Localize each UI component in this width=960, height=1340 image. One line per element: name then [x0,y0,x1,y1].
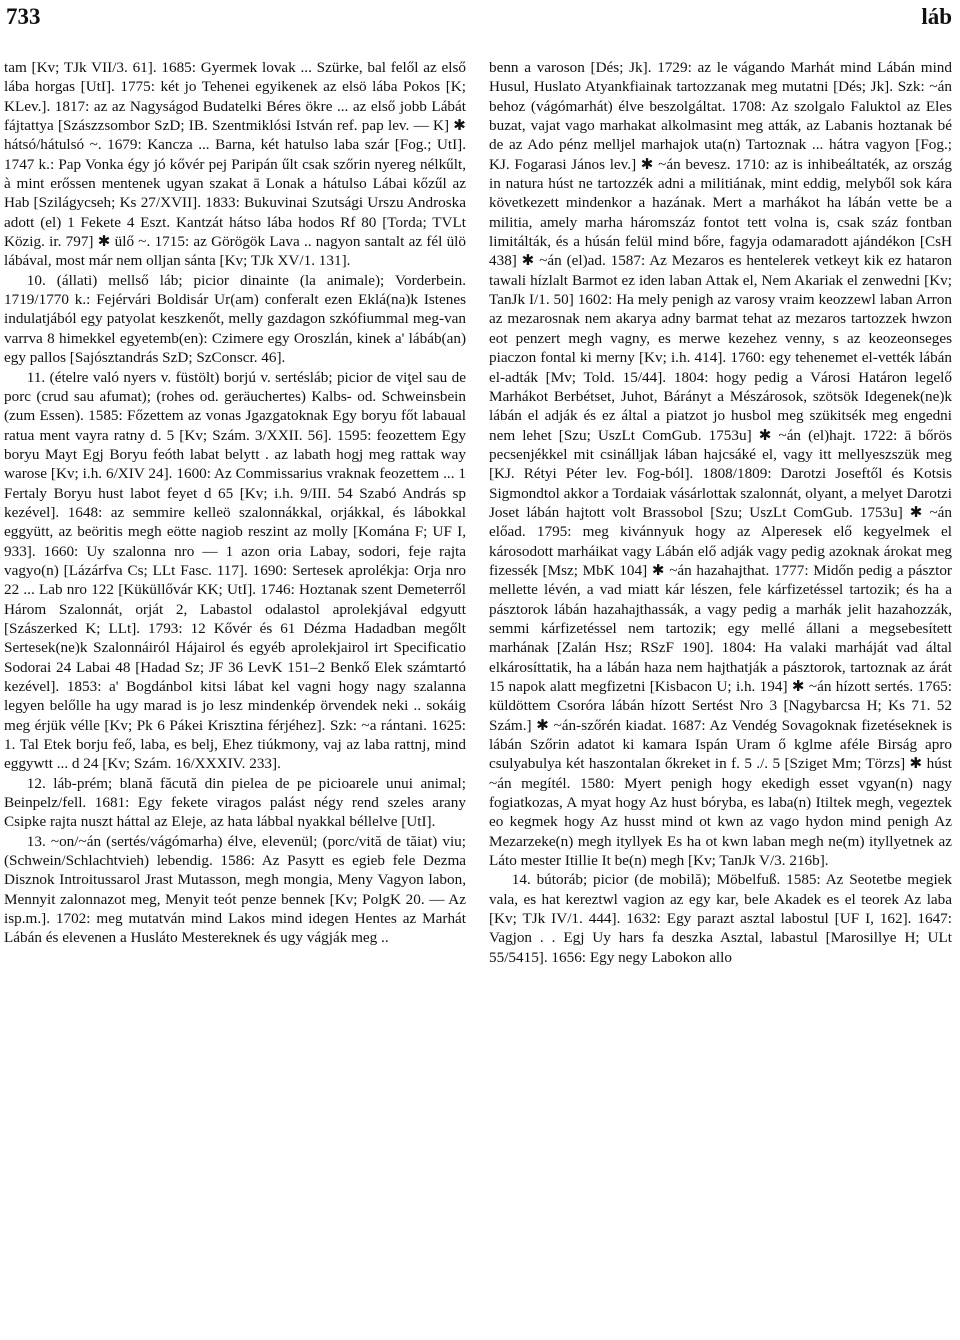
entry-sense-10: 10. (állati) mellső láb; picior dinainte (la animale); Vorderbein. 1719/1770 k.: Fejérvári Boldisár Ur(am) conferalt ezen Eklá(na)k Istenes indulatjából egy patyolat keszkenőt, melly gazdagon szkófiummal meg-van varrva 8 himekkel egyetemb(en): Czimere egy Oroszlán, kinek a' lábáb(an) egy pallos [Sajósztandrás SzD; SzConscr. 46]. [4,271,466,367]
entry-sense-14: 14. bútoráb; picior (de mobilă); Möbelfuß. 1585: Az Seotetbe megiek vala, es hat kereztwl vagion az egy kar, bele Akadek es el teorek Az laba [Kv; TJk IV/1. 444]. 1632: Egy parazt asztal labostul [UF I, 162]. 1647: Vagjon . . Egj Uy hars fa deszka Asztal, labastul [Marosillye H; ULt 55/5415]. 1656: Egy negy Labokon allo [489,871,952,966]
entry-sense-11: 11. (ételre való nyers v. füstölt) borjú v. sertésláb; picior de viţel sau de porc (crud sau afumat); (rohes od. geräuchertes) Kalbs- od. Schweinsbein (zum Essen). 1585: Főzettem az vonas Jgazgatoknak Egy boryu főt labaual ratua ment vayra ratny d. 5 [Kv; Szám. 3/XXII. 56]. 1595: feozettem Egy boryu Mayt Egj Boryu feóth labat belytt . az labath hogj meg rattak way warose [Kv; i.h. 6/XIV 24]. 1600: Az Commissarius vraknak feozettem ... 1 Fertaly Boryu hust labot feyet d 65 [Kv; i.h. 9/III. 54 Szabó András sp kezével]. 1648: az semmire kelleö szalonnákkal, orjákkal, és lábokkal eggyütt, az beöritis megh eötte nagiob reszint az molly [Komána F; UF I, 933]. 1660: Uy szalonna nro — 1 azon oria Labay, sodori, feje rajta vagyo(n) [Lázárfva Cs; LLt Fasc. 117]. 1690: Sertesek aprolékja: Orja nro 22 ... Lab nro 122 [Küküllővár KK; UtI]. 1746: Hoztanak szent Demeterről Három Szalonnát, orját 2, Labastol odalastol aprolekjával edgyutt [Szászerked K; LLt]. 1793: 12 Kővér és 61 Dézma Hadadban megőlt Sertesek(ne)k Szalonnáiról Hájairol és egyéb aprolekjairol irt Specificatio Sodorai 24 Labai 48 [Hadad Sz; JF 36 LevK 151–2 Benkő Elek számtartó kezével]. 1853: a' Bogdánbol kitsi lábat kel vagni hogy nagy szalanna legyen belőlle ha ugy marad is jo lesz mindenkép örvendek neki .. sokáig meg érjük vélle [Kv; Pk 6 Pákei Krisztina férjéhez]. Szk: ~a rántani. 1625: 1. Tal Etek borju feő, laba, es belj, Ehez tiúkmony, vaj az laba rattnj, mind eggywtt ... d 24 [Kv; Szám. 16/XXXIV. 233]. [4,368,466,773]
right-column [489,58,952,967]
entry-sense-12: 12. láb-prém; blană făcută din pielea de pe picioarele unui animal; Beinpelz/fell. 1681: Egy fekete viragos palást négy rend szeles arany Csipke rajta nuszt háttal az Eleje, az hata lábbal nyakkal béllelve [UtI]. [4,774,466,831]
entry-sense-13: 13. ~on/~án (sertés/vágómarha) élve, elevenül; (porc/vită de tăiat) viu; (Schwein/Schlachtvieh) lebendig. 1586: Az Pasytt es egieb fele Dezma Disznok Introitussarol Jrast Mutasson, megh mongia, Meny Vagyon labon, Mennyit zalonnazot meg, Menyit teót penze bennek [Kv; PolgK 20. — Az isp.m.]. 1702: meg mutatván mind Lakos mind idegen Hentes az Marhát Lábán és elevenen a Husláto Mestereknek és ugy vágják meg .. [4,832,466,947]
page-number: 733 [6,4,41,29]
left-column [4,58,466,948]
entry-paragraph-continuation: tam [Kv; TJk VII/3. 61]. 1685: Gyermek lovak ... Szürke, bal felől az első lába horgas [UtI]. 1775: két jo Tehenei egyikenek az elsö lába Pokos [K; KLev.]. 1817: az az Nagyságod Budatelki Béres ökre ... az első jobb Lábát fájtattya [Szászzsombor SzD; IB. Szentmiklósi István ref. pap lev. — K] ✱ hátsó/hátulsó ~. 1679: Kancza ... Barna, két hatulso laba szár [Fog.; UtI]. 1747 k.: Pap Vonka égy jó kővér pej Paripán űlt csak szőrin nyereg nélkűlt, à mint erőssen mentenek ugyan szakat ā Lonak a hátulso Lábai kőzűl az Hab [Szilágycseh; Ks 27/XVII]. 1833: Bukuvinai Szutsági Urszu Androska adott (el) 1 Fekete 4 Eszt. Kantzát hátso lába hodos Rf 80 [Torda; TVLt Közig. ir. 797] ✱ ülő ~. 1715: az Görögök Lava .. nagyon santalt az fél ülö lábával, most már nem olljan sánta [Kv; TJk XV/1. 131]. [4,59,466,270]
running-headword: láb [921,4,952,29]
entry-sense-13-continuation: benn a varoson [Dés; Jk]. 1729: az le vágando Marhát mind Lábán mind Husul, Huslato Atyankfiainak tartozzanak meg mutatni [Dés; Jk]. Szk: ~án behoz (vágómarhát) élve beszolgáltat. 1708: Az szolgalo Faluktol az Eles buzat, vajat vago marhakat alkolmasint meg atták, az Labanis hoztanak bé de az Ado pénz melljel marhajok uta(n) Tartoznak ... hátra vagyon [Fog.; KJ. Fogarasi János lev.] ✱ ~án bevesz. 1710: az is inhibeáltaték, az ország in natura húst ne tartozzék adni a militiának, mint eddig, melyből sok kára következett mindenkor a hazának. Mert a marhákot ha lábán vette be a militia, amely marha háromszáz fontot tett volna is, csak száz fontban limitálták, és a húsán felül mind bőre, fagyja odamaradott ajándékon [CsH 438] ✱ ~án (el)ad. 1587: Az Mezaros es hentelerek vetkeyt kik ez hataron tawali hízlalt Barmot ez iden laban Attak el, Nem Akariak el zenwedni [Kv; TanJk I/1. 50] 1602: Ha mely penigh az varosy vraim keozzewl laban Arron az mezarosnak nem akarya adny barmat tehat az mezaros tartozzek hwzon eot penzert megh vagny, es merwe kezehez venny, s az keozeonseges piaczon fontal ki merny [Kv; i.h. 414]. 1760: egy tehenemet el-vették lábán el-adták [Mv; Told. 15/44]. 1804: hogy pedig a Városi Határon legelő Marhákot Berbétset, Juhot, Bárányt a Mészárosok, szötsök Idegenek(ne)k lábán el adják és ez által a piatzot jo husbol meg szükitsék meg engedni nem lehet [Szu; UszLt ComGub. 1753u] ✱ ~án (el)hajt. 1722: ā bőrös pecsenjékkel mit csinálljak lában hajcsáké el, vagy itt mellyeszszük meg [KJ. Rétyi Péter lev. Fog-ból]. 1808/1809: Darotzi Joseftől és Kotsis Sigmondtol akkor a Tordaiak vásárlottak szalonnát, olyant, a melyet Darotzi Joset lábán hajtott volt Brassobol [Szu; UszLt ComGub. 1753u] ✱ ~án előad. 1795: meg kivánnyuk hogy az Alperesek elő kegyelmek el károsodott marháikat vagy Lábán elő adják vagy pedig azoknak árokat meg fizessék [Msz; MbK 104] ✱ ~án hazahajthat. 1777: Midőn pedig a pásztor mellette lévén, a vad miatt kár lészen, fele kárfizetéssel tartozik; és ha a pásztorok lábán hazahajthassák, a vagy pedig a marhák jelit hazahozzák, semmi kárfizetéssel nem tartozik; egy mellé állani a megsebesített marhának [Zalán Hsz; RSzF 190]. 1804: Ha valaki marháját vad által elkárosíttatik, ha a lábán haza nem hajthatják a pásztorok, tartoznak az árát 15 napok alatt megfizetni [Kisbacon U; i.h. 194] ✱ ~án hízott sertés. 1765: küldöttem Csoróra lábán hízott Sertést Nro 3 [Nagybarcsa H; Ks 71. 52 Szám.] ✱ ~án-szőrén kiadat. 1687: Az Vendég Sovagoknak fizetéseknek is lábán Szőrin adatot ki kamara Ispán Uram ő kglme aféle Birság apro csulyabulya két haszontalan őkreket in f. 5 ./. 5 [Sziget Mm; Törzs] ✱ húst ~án megítél. 1580: Myert penigh hogy ekedigh esset vgyan(n) nagy fogiatkozas, A myat hogy Az hust bóryba, es laba(n) Itiltek megh, vegeztek eo kegmek hogy Az husst mind ot kwn az vago hydon mind penigh Az Mezarzeke(n) megh ityllyek Es ha ot kwn laban megh ne(m) ityllyetnek az Láto mester Itillie It be(n) megh [Kv; TanJk V/3. 216b]. [489,59,953,870]
